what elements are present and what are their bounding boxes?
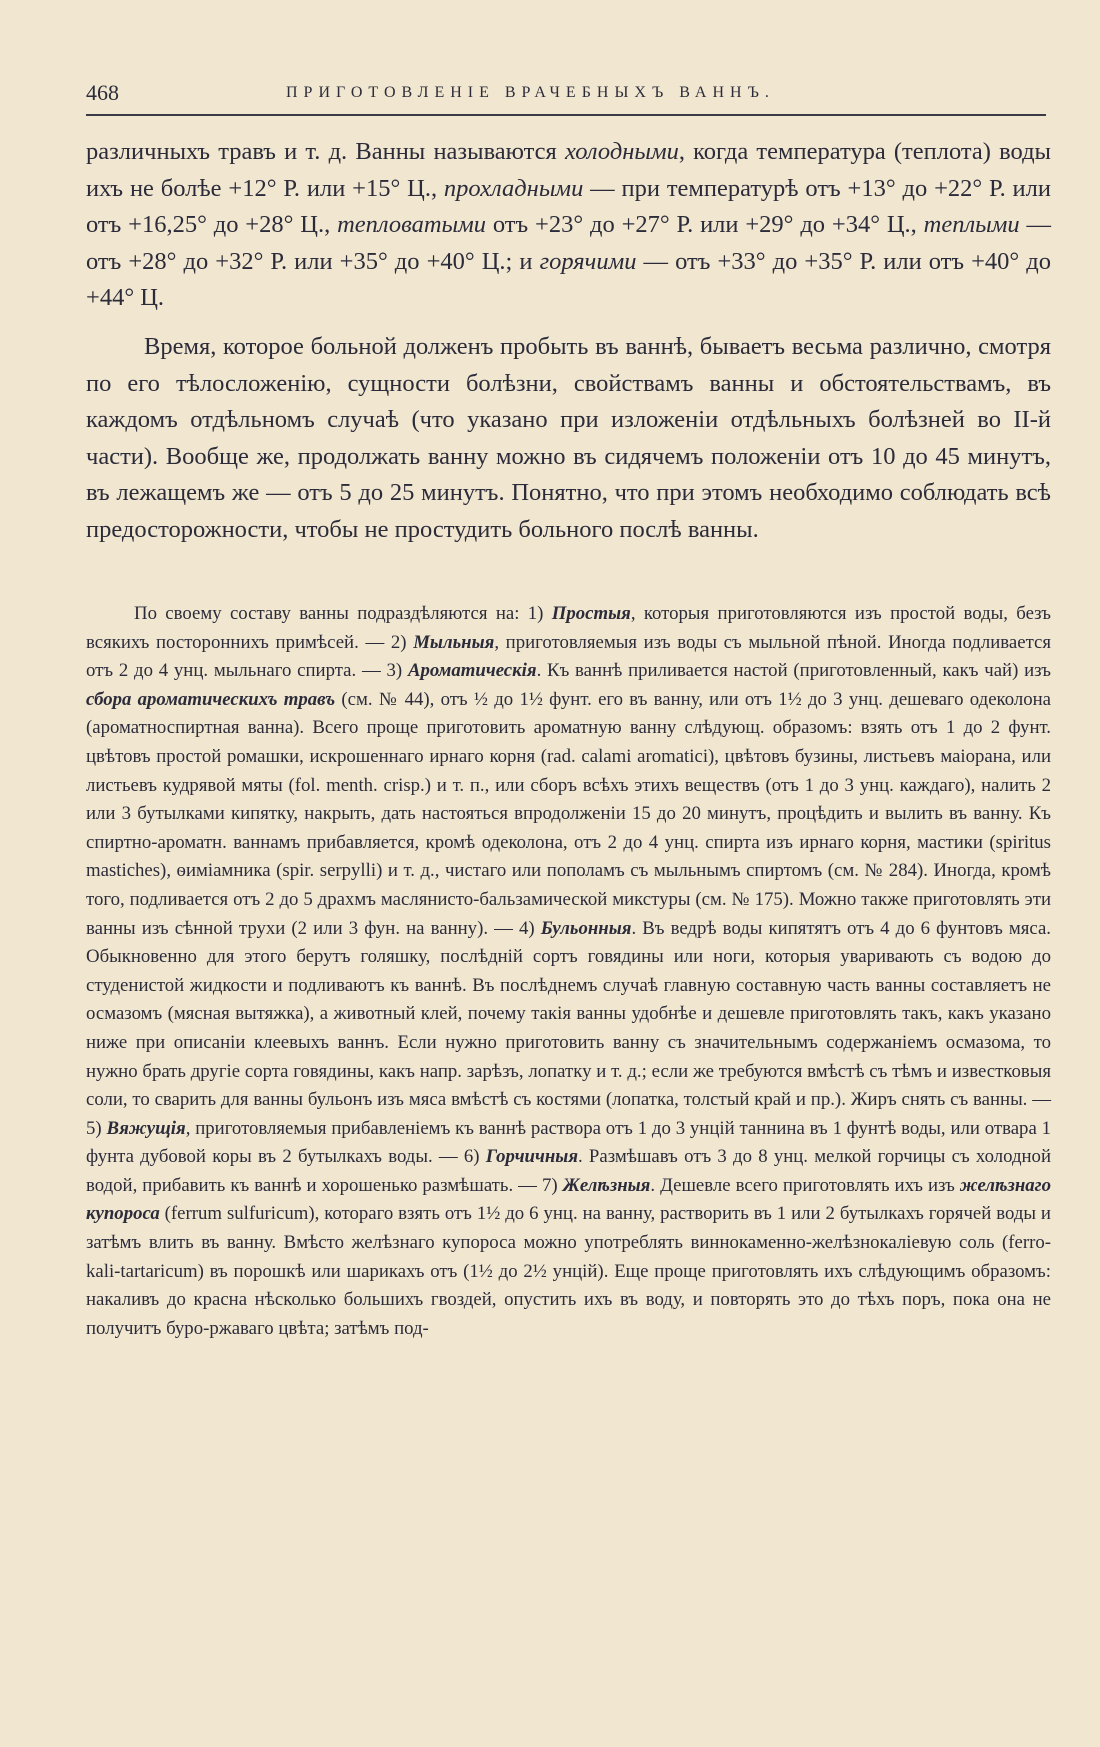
paragraph-temperatures xyxy=(86,134,1051,317)
text-run: отъ +23° до +27° Р. или +29° до +34° Ц., xyxy=(486,211,924,239)
term-mustard: Горчичныя xyxy=(485,1146,578,1168)
term-astringent: Вяжущія xyxy=(106,1117,186,1139)
paragraph-bath-types xyxy=(86,600,1051,1343)
term-broth: Бульонныя xyxy=(540,917,632,939)
text-run: . Размѣшавъ отъ 3 до 8 унц. мелкой горчицы съ холодной водой, прибавить къ ваннѣ и хорошенько размѣшать. — 7) xyxy=(86,1146,1051,1196)
text-run: , приготовляемыя прибавленіемъ къ ваннѣ раствора отъ 1 до 3 унцій таннина въ 1 фунтѣ воды, или отвара 1 фунта дубовой коры въ 2 бутылкахъ воды. — 6) xyxy=(86,1117,1052,1168)
term-hot: горячими xyxy=(539,247,637,275)
term-lukewarm: тепловатыми xyxy=(337,211,487,239)
text-run: (см. № 44), отъ ½ до 1½ фунт. его въ ванну, или отъ 1½ до 3 унц. дешеваго одеколона (ароматноспиртная ванна). Всего проще приготовить ароматную ванну слѣдующ. образомъ: взять отъ 1 до 2 фунт. цвѣтовъ простой ромашки, искрошеннаго ирнаго корня (rad. calami aromatici), цвѣтовъ бузины, листьевъ маіорана, или листьевъ кудрявой мяты (fol. menth. crisp.) и т. п., или сборъ всѣхъ этихъ веществъ (отъ 1 до 3 унц. каждаго), налить 2 или 3 бутылками кипятку, накрыть, дать настояться впродолженіи 15 до 20 минутъ, процѣдить и вылить въ ванну. Къ спиртно-ароматн. ваннамъ прибавляется, кромѣ одеколона, отъ 2 до 4 унц. спирта изъ ирнаго корня, мастики (spiritus mastiches), ѳиміамника (spir. serpylli) и т. д., чистаго или пополамъ съ мыльнымъ спиртомъ (см. № 284). Иногда, кромѣ того, подливается отъ 2 до 5 драхмъ маслянисто-бальзамической микстуры (см. № 175). Можно также приготовлять эти ванны изъ сѣнной трухи (2 или 3 фун. на ванну). — 4) xyxy=(86,688,1051,939)
term-herb-collection: сбора ароматическихъ травъ xyxy=(86,688,336,710)
text-run: — отъ +33° до +35° Р. или отъ +40° до +44° Ц. xyxy=(86,247,1051,312)
text-run: По своему составу ванны подраздѣляются на: 1) xyxy=(134,603,552,624)
header-rule xyxy=(86,114,1046,116)
term-simple: Простыя xyxy=(551,603,631,624)
text-run: — при температурѣ отъ +13° до +22° Р. или отъ +16,25° до +28° Ц., xyxy=(86,174,1052,239)
main-text xyxy=(86,134,1051,549)
text-run: , когда температура (теплота) воды ихъ не болѣе +12° Р. или +15° Ц., xyxy=(86,138,1051,202)
small-print-section xyxy=(86,600,1051,1343)
term-warm: теплыми xyxy=(923,211,1020,239)
running-header xyxy=(86,80,1046,112)
text-run: — отъ +28° до +32° Р. или +35° до +40° Ц.; и xyxy=(86,211,1051,275)
text-run: . Въ ведрѣ воды кипятятъ отъ 4 до 6 фунтовъ мяса. Обыкновенно для этого берутъ голяшку, послѣдній сортъ говядины или ноги, которыя уваривають съ водою до студенистой жидкости и подливаютъ къ ваннѣ. Въ послѣднемъ случаѣ главную составную часть ванны составляетъ не осмазомъ (мясная вытяжка), а животный клей, почему такія ванны удобнѣе и дешевле приготовлять такъ, какъ указано ниже при описаніи клеевыхъ ваннъ. Если нужно приготовить ванну съ значительнымъ содержаніемъ осмазома, то нужно брать другіе сорта говядины, какъ напр. зарѣзъ, лопатку и т. д.; если же требуются вмѣстѣ съ тѣмъ и известковыя соли, то сварить для ванны бульонъ изъ мяса вмѣстѣ съ костями (лопатка, толстый край и пр.). Жиръ снять съ ванны. — 5) xyxy=(86,917,1051,1139)
term-cool: прохладными xyxy=(443,174,584,202)
running-title: ПРИГОТОВЛЕНІЕ ВРАЧЕБНЫХЪ ВАННЪ. xyxy=(286,84,775,101)
term-aromatic: Ароматическія xyxy=(407,660,537,682)
text-run: (ferrum sulfuricum), котораго взять отъ 1½ до 6 унц. на ванну, растворить въ 1 или 2 бутылкахъ горячей воды и затѣмъ влить въ ванну. Вмѣсто желѣзнаго купороса можно употреблять виннокаменно-желѣзнокаліевую соль (ferro-kali-tartaricum) въ порошкѣ или шарикахъ отъ (1½ до 2½ унцій). Еще проще приготовлять ихъ слѣдующимъ образомъ: накаливъ до красна нѣсколько большихъ гвоздей, опустить ихъ въ воду, и повторять это до тѣхъ поръ, пока она не получитъ буро-ржаваго цвѣта; затѣмъ под- xyxy=(86,1203,1051,1339)
term-iron-vitriol: желѣзнаго купороса xyxy=(86,1174,1051,1225)
text-run: . Дешевле всего приготовлять ихъ изъ xyxy=(650,1174,960,1196)
term-iron: Желѣзныя xyxy=(562,1174,651,1196)
text-run: , которыя приготовляются изъ простой воды, безъ всякихъ постороннихъ примѣсей. — 2) xyxy=(86,603,1051,653)
text-run: различныхъ травъ и т. д. Ванны называются xyxy=(86,138,565,165)
term-soap: Мыльныя xyxy=(413,631,495,653)
text-run: . Къ ваннѣ приливается настой (приготовленный, какъ чай) изъ xyxy=(536,660,1051,682)
page-number: 468 xyxy=(86,80,119,105)
text-run: , приготовляемыя изъ воды съ мыльной пѣной. Иногда подливается отъ 2 до 4 унц. мыльнаго спирта. — 3) xyxy=(86,631,1051,682)
paragraph-duration: Время, которое больной долженъ пробыть въ ваннѣ, бываетъ весьма различно, смотря по его тѣлосложенію, сущности болѣзни, свойствамъ ванны и обстоятельствамъ, въ каждомъ отдѣльномъ случаѣ (что указано при изложеніи отдѣльныхъ болѣзней во II-й части). Вообще же, продолжать ванну можно въ сидячемъ положеніи отъ 10 до 45 минутъ, въ лежащемъ же — отъ 5 до 25 минутъ. Понятно, что при этомъ необходимо соблюдать всѣ предосторожности, чтобы не простудить больного послѣ ванны. xyxy=(86,332,1051,543)
term-cold: холодными xyxy=(565,138,679,165)
